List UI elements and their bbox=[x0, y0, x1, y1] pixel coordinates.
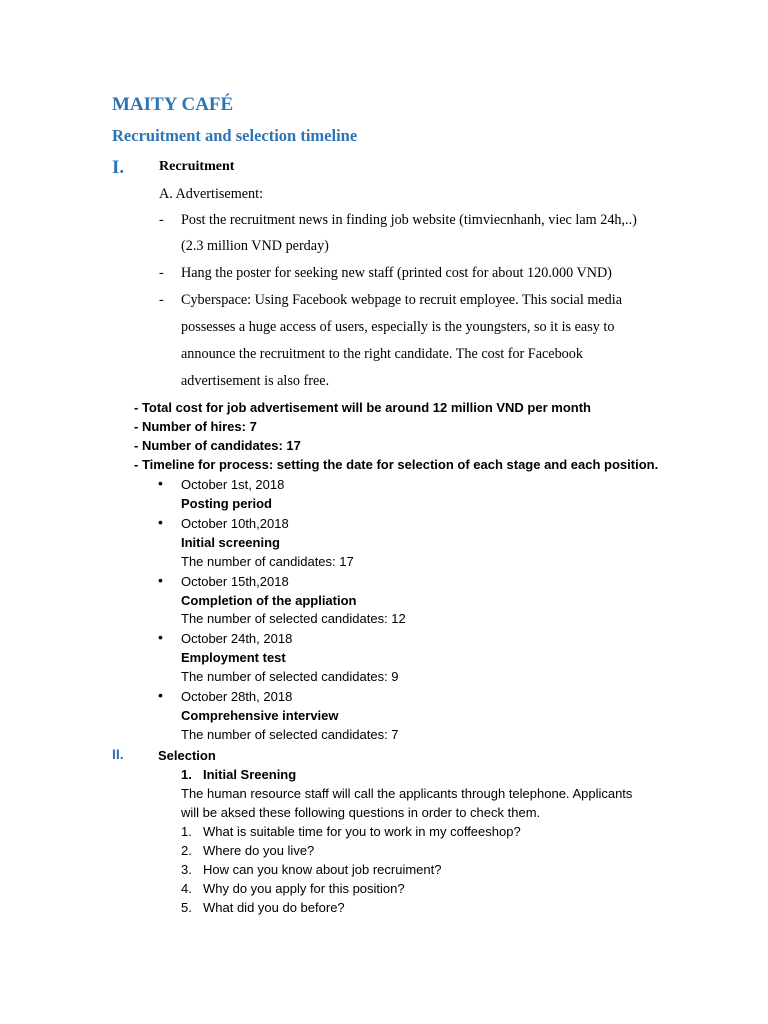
timeline-date: October 10th,2018 bbox=[181, 516, 289, 531]
timeline-date: October 28th, 2018 bbox=[181, 689, 293, 704]
question-text: Why do you apply for this position? bbox=[203, 881, 405, 896]
paragraph-line: The human resource staff will call the applicants through telephone. Applicants bbox=[181, 786, 633, 801]
sub-section-number: 1. bbox=[181, 767, 192, 782]
timeline-stage: Completion of the appliation bbox=[181, 593, 357, 608]
timeline-stage: Comprehensive interview bbox=[181, 708, 339, 723]
bullet-icon: • bbox=[158, 514, 163, 530]
advertisement-subheading: A. Advertisement: bbox=[159, 186, 264, 202]
list-item-line: possesses a huge access of users, especially is the youngsters, so it is easy to bbox=[181, 319, 615, 335]
sub-section-heading: Initial Sreening bbox=[203, 767, 297, 782]
timeline-detail: The number of selected candidates: 12 bbox=[181, 611, 406, 626]
list-item-line: announce the recruitment to the right candidate. The cost for Facebook bbox=[181, 346, 583, 362]
timeline-detail: The number of candidates: 17 bbox=[181, 554, 354, 569]
question-number: 1. bbox=[181, 824, 192, 839]
list-item-line: Hang the poster for seeking new staff (printed cost for about 120.000 VND) bbox=[181, 265, 612, 281]
bullet-icon: • bbox=[158, 687, 163, 703]
document-title: Recruitment and selection timeline bbox=[112, 126, 358, 145]
timeline-stage: Posting period bbox=[181, 496, 272, 511]
timeline-stage: Initial screening bbox=[181, 535, 280, 550]
question-text: What did you do before? bbox=[203, 900, 345, 915]
question-text: Where do you live? bbox=[203, 843, 315, 858]
question-number: 5. bbox=[181, 900, 192, 915]
question-text: What is suitable time for you to work in my coffeeshop? bbox=[203, 824, 521, 839]
question-text: How can you know about job recruiment? bbox=[203, 862, 442, 877]
question-number: 2. bbox=[181, 843, 192, 858]
timeline-date: October 15th,2018 bbox=[181, 574, 289, 589]
timeline-detail: The number of selected candidates: 7 bbox=[181, 727, 399, 742]
section-2-numeral: II. bbox=[112, 746, 124, 762]
summary-line: - Total cost for job advertisement will be around 12 million VND per month bbox=[134, 400, 591, 415]
timeline-date: October 24th, 2018 bbox=[181, 631, 293, 646]
summary-line: - Timeline for process: setting the date for selection of each stage and each position. bbox=[134, 457, 659, 472]
list-item-line: advertisement is also free. bbox=[181, 373, 330, 389]
list-dash: - bbox=[159, 265, 164, 281]
section-1-heading: Recruitment bbox=[159, 159, 235, 174]
timeline-stage: Employment test bbox=[181, 650, 286, 665]
summary-line: - Number of candidates: 17 bbox=[134, 438, 301, 453]
section-2-heading: Selection bbox=[158, 748, 216, 763]
bullet-icon: • bbox=[158, 629, 163, 645]
paragraph-line: will be aksed these following questions in order to check them. bbox=[181, 805, 541, 820]
bullet-icon: • bbox=[158, 572, 163, 588]
list-dash: - bbox=[159, 292, 164, 308]
question-number: 4. bbox=[181, 881, 192, 896]
timeline-detail: The number of selected candidates: 9 bbox=[181, 669, 399, 684]
list-item-line: Cyberspace: Using Facebook webpage to recruit employee. This social media bbox=[181, 292, 622, 308]
timeline-date: October 1st, 2018 bbox=[181, 477, 285, 492]
section-1-numeral: I. bbox=[112, 157, 125, 178]
company-name: MAITY CAFÉ bbox=[112, 94, 234, 115]
list-dash: - bbox=[159, 212, 164, 228]
summary-line: - Number of hires: 7 bbox=[134, 419, 257, 434]
question-number: 3. bbox=[181, 862, 192, 877]
list-item-line: Post the recruitment news in finding job website (timviecnhanh, viec lam 24h,..) bbox=[181, 212, 637, 228]
list-item-line: (2.3 million VND perday) bbox=[181, 238, 329, 254]
bullet-icon: • bbox=[158, 475, 163, 491]
